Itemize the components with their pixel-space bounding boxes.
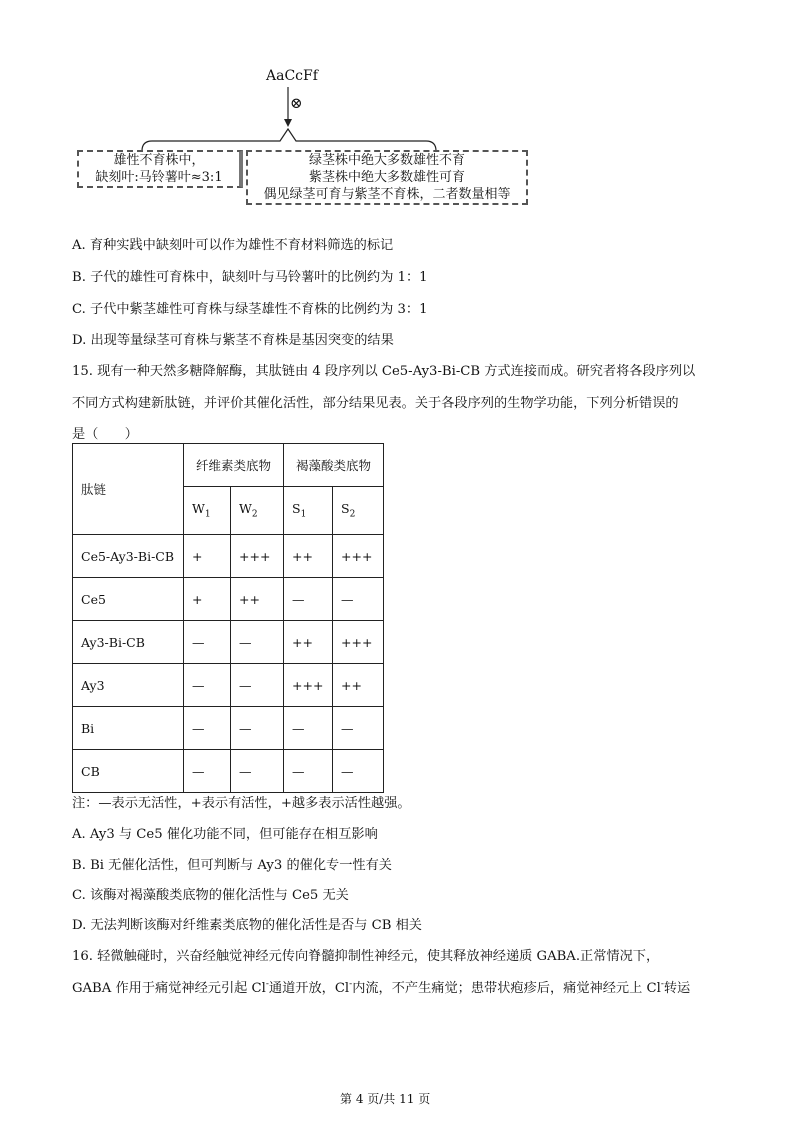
activity-cell: ++ [284, 535, 333, 578]
col-header: $S_1$ [284, 487, 333, 535]
text: 内流，不产生痛觉；患带状疱疹后，痛觉神经元上 Cl [352, 981, 661, 996]
table-row [73, 664, 384, 707]
peptide-name: Ay3-Bi-CB [73, 621, 184, 664]
q15-option-d: D. 无法判断该酶对纤维素类底物的催化活性是否与 CB 相关 [72, 918, 422, 933]
table-row [73, 707, 384, 750]
activity-table [72, 443, 384, 793]
parent-genotype: AaCcFf [266, 68, 318, 84]
activity-cell: ++ [333, 664, 384, 707]
activity-cell: — [284, 578, 333, 621]
group-alginate: 褐藻酸类底物 [284, 444, 384, 487]
left-box-line: 雄性不育株中， [113, 153, 205, 168]
activity-cell: +++ [333, 535, 384, 578]
activity-cell: — [284, 750, 333, 793]
right-result-box [246, 150, 528, 205]
q14-option-a: A. 育种实践中缺刻叶可以作为雄性不育材料筛选的标记 [72, 238, 394, 253]
sup: - [660, 979, 664, 990]
q16-line-1: 16. 轻微触碰时，兴奋经触觉神经元传向脊髓抑制性神经元，使其释放神经递质 GABA.正常情况下， [72, 949, 660, 964]
right-box-line: 绿茎株中绝大多数雄性不育 [308, 153, 465, 168]
table-row [73, 578, 384, 621]
sup: - [265, 979, 269, 990]
activity-cell: + [184, 578, 231, 621]
activity-cell: — [184, 621, 231, 664]
activity-cell: — [333, 707, 384, 750]
peptide-name: CB [73, 750, 184, 793]
q14-option-c: C. 子代中紫茎雄性可育株与绿茎雄性不育株的比例约为 3：1 [72, 302, 428, 317]
activity-cell: — [231, 664, 284, 707]
peptide-name: Ce5 [73, 578, 184, 621]
col-header: $W_1$ [184, 487, 231, 535]
peptide-name: Ay3 [73, 664, 184, 707]
right-box-line: 紫茎株中绝大多数雄性可育 [308, 170, 465, 185]
activity-cell: — [184, 707, 231, 750]
q15-option-c: C. 该酶对褐藻酸类底物的催化活性与 Ce5 无关 [72, 888, 349, 903]
q15-stem-line: 15. 现有一种天然多糖降解酶，其肽链由 4 段序列以 Ce5-Ay3-Bi-CB 方式连接而成。研究者将各段序列以 [72, 364, 696, 379]
activity-cell: ++ [284, 621, 333, 664]
table-row [73, 621, 384, 664]
activity-cell: — [231, 707, 284, 750]
table-row [73, 535, 384, 578]
q14-option-b: B. 子代的雄性可育株中，缺刻叶与马铃薯叶的比例约为 1：1 [72, 270, 428, 285]
right-box-line: 偶见绿茎可育与紫茎不育株，二者数量相等 [263, 187, 511, 202]
activity-cell: — [231, 750, 284, 793]
q15-option-b: B. Bi 无催化活性，但可判断与 Ay3 的催化专一性有关 [72, 858, 392, 873]
activity-cell: — [333, 750, 384, 793]
col-header: $W_2$ [231, 487, 284, 535]
peptide-name: Bi [73, 707, 184, 750]
activity-cell: +++ [284, 664, 333, 707]
activity-cell: + [184, 535, 231, 578]
col-header: $S_2$ [333, 487, 384, 535]
activity-cell: — [284, 707, 333, 750]
activity-cell: — [333, 578, 384, 621]
activity-cell: — [184, 750, 231, 793]
left-result-box [77, 150, 243, 188]
cross-arrow-brace [70, 85, 540, 155]
table-note: 注：—表示无活性，+表示有活性，+越多表示活性越强。 [72, 796, 411, 811]
left-box-line: 缺刻叶:马铃薯叶≈3:1 [95, 170, 223, 185]
q14-option-d: D. 出现等量绿茎可育株与紫茎不育株是基因突变的结果 [72, 333, 394, 348]
sup: - [349, 979, 353, 990]
q15-option-a: A. Ay3 与 Ce5 催化功能不同，但可能存在相互影响 [72, 827, 378, 842]
text: GABA 作用于痛觉神经元引起 Cl [72, 981, 266, 996]
peptide-name: Ce5-Ay3-Bi-CB [73, 535, 184, 578]
activity-cell: ++ [231, 578, 284, 621]
self-cross-symbol: ⊗ [290, 94, 303, 112]
q15-stem-line: 不同方式构建新肽链，并评价其催化活性，部分结果见表。关于各段序列的生物学功能，下列分析错误的 [72, 396, 679, 411]
q16-line-2 [72, 977, 690, 996]
activity-cell: — [184, 664, 231, 707]
row-header: 肽链 [73, 444, 184, 535]
activity-cell: +++ [231, 535, 284, 578]
activity-cell: +++ [333, 621, 384, 664]
activity-cell: — [231, 621, 284, 664]
group-cellulose: 纤维素类底物 [184, 444, 284, 487]
q15-stem-line: 是（ ） [72, 427, 138, 442]
text: 通道开放，Cl [268, 981, 350, 996]
table-row [73, 750, 384, 793]
text: 转运 [663, 981, 691, 996]
page-footer: 第 4 页/共 11 页 [340, 1092, 431, 1106]
